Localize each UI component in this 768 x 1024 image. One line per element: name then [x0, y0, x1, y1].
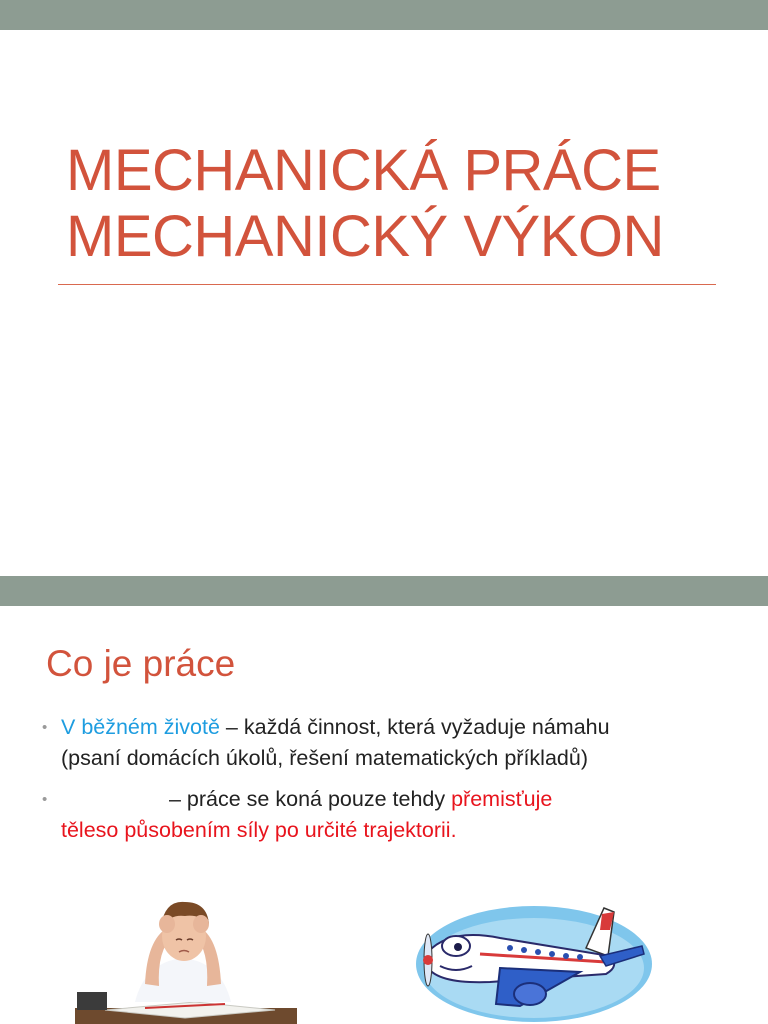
slide-title	[66, 138, 746, 270]
bullet-text: – práce se koná pouze tehdy	[169, 787, 452, 811]
cartoon-airplane-image	[410, 894, 660, 1024]
bullet-item	[42, 712, 742, 774]
title-line-2: MECHANICKÝ VÝKON	[66, 204, 664, 269]
title-line-1: MECHANICKÁ PRÁCE	[66, 138, 661, 203]
bullet-text-red: těleso působením síly po určité trajektorii.	[61, 818, 457, 842]
content-slide	[0, 576, 768, 1024]
bullet-highlight: V běžném životě	[61, 715, 220, 739]
bullet-text-cont: (psaní domácích úkolů, řešení matematických příkladů)	[61, 746, 588, 770]
bullet-item	[42, 784, 742, 846]
slide-top-bar	[0, 576, 768, 606]
slide-top-bar	[0, 0, 768, 30]
bullet-highlight-red: přemisťuje	[451, 787, 553, 811]
stressed-student-image	[75, 892, 297, 1024]
bullet-dot-icon: •	[42, 719, 48, 736]
bullet-text: – každá činnost, která vyžaduje námahu	[219, 715, 610, 739]
bullet-dot-icon: •	[42, 791, 48, 808]
title-underline	[58, 284, 716, 285]
slide-heading: Co je práce	[46, 643, 236, 684]
